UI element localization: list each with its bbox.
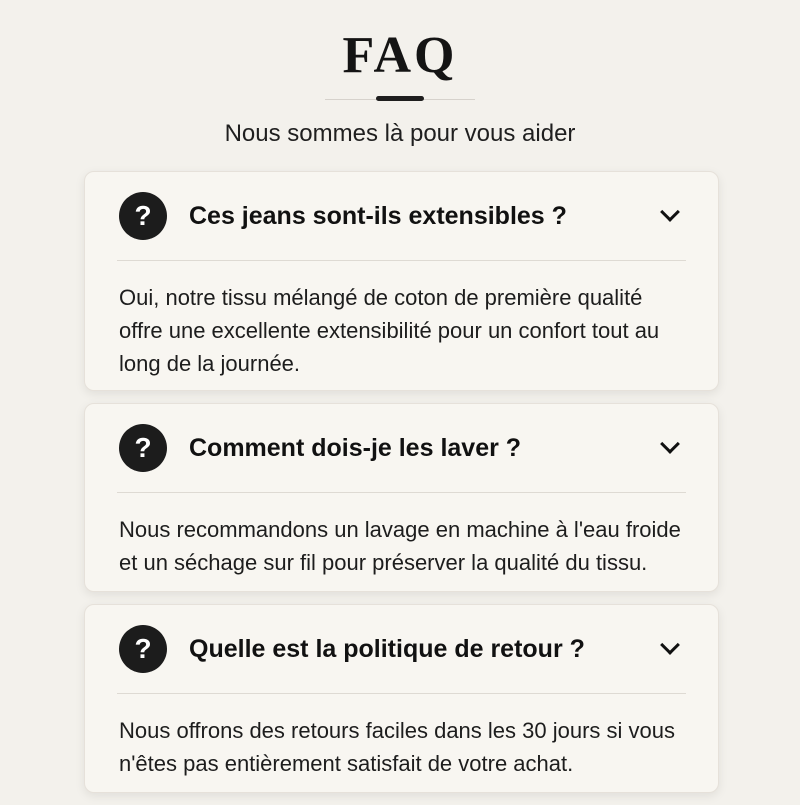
question-icon: ?	[119, 625, 167, 673]
faq-list	[84, 171, 719, 805]
faq-question-text: Quelle est la politique de retour ?	[189, 634, 585, 663]
chevron-down-icon[interactable]	[660, 638, 682, 660]
page-title: FAQ	[342, 27, 458, 84]
faq-question-toggle[interactable]	[85, 404, 718, 492]
faq-question-toggle[interactable]	[85, 605, 718, 693]
faq-item	[84, 403, 719, 592]
faq-answer: Nous offrons des retours faciles dans les 30 jours si vous n'êtes pas entièrement satisfait de votre achat.	[119, 718, 675, 776]
divider-accent	[376, 96, 424, 101]
faq-header	[0, 27, 800, 149]
chevron-down-icon[interactable]	[660, 437, 682, 459]
faq-item	[84, 171, 719, 391]
faq-answer: Oui, notre tissu mélangé de coton de première qualité offre une excellente extensibilité pour un confort tout au long de la journée.	[119, 285, 660, 376]
title-divider	[325, 96, 475, 104]
question-icon: ?	[119, 192, 167, 240]
faq-question-toggle[interactable]	[85, 172, 718, 260]
faq-item	[84, 604, 719, 793]
page-subtitle: Nous sommes là pour vous aider	[224, 120, 576, 147]
question-icon: ?	[119, 424, 167, 472]
chevron-down-icon[interactable]	[660, 205, 682, 227]
faq-question-text: Ces jeans sont-ils extensibles ?	[189, 201, 567, 230]
faq-question-text: Comment dois-je les laver ?	[189, 433, 522, 462]
faq-answer: Nous recommandons un lavage en machine à l'eau froide et un séchage sur fil pour préserver la qualité du tissu.	[119, 517, 681, 575]
